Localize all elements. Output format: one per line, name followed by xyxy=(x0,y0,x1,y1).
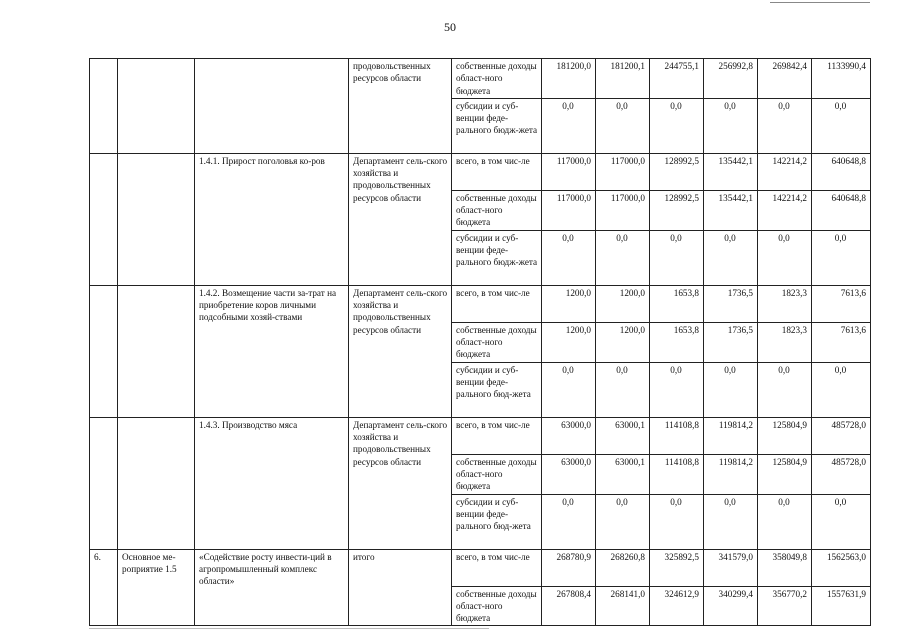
value-cell: 1562563,0 xyxy=(812,549,871,586)
value-cell: 114108,8 xyxy=(650,417,704,454)
activity-name-cell: 1.4.1. Прирост поголовья ко-ров xyxy=(195,153,349,285)
value-cell: 1736,5 xyxy=(704,285,758,322)
value-cell: 63000,1 xyxy=(596,454,650,494)
value-cell: 0,0 xyxy=(542,362,596,417)
value-cell: 0,0 xyxy=(758,362,812,417)
value-cell: 0,0 xyxy=(704,98,758,153)
activity-name-cell: 1.4.2. Возмещение части за-трат на приобретение коров личными подсобными хозяй-ствами xyxy=(195,285,349,417)
executor-cell: Департамент сель-ского хозяйства и продовольственных ресурсов области xyxy=(349,417,452,549)
value-cell: 340299,4 xyxy=(704,586,758,626)
activity-name-cell: 1.4.3. Производство мяса xyxy=(195,417,349,549)
funding-source-cell: субсидии и суб-венции феде-рального бюд-жета xyxy=(452,362,542,417)
value-cell: 181200,0 xyxy=(542,59,596,99)
value-cell: 1823,3 xyxy=(758,285,812,322)
value-cell: 267808,4 xyxy=(542,586,596,626)
page-number: 50 xyxy=(444,20,456,34)
value-cell: 0,0 xyxy=(650,98,704,153)
value-cell: 117000,0 xyxy=(542,190,596,230)
activity-kind-cell: Основное ме-роприятие 1.5 xyxy=(118,549,195,626)
value-cell: 117000,0 xyxy=(596,153,650,190)
table-row xyxy=(90,153,871,190)
value-cell: 114108,8 xyxy=(650,454,704,494)
value-cell: 0,0 xyxy=(812,230,871,285)
value-cell: 0,0 xyxy=(542,230,596,285)
value-cell: 640648,8 xyxy=(812,190,871,230)
executor-cell: итого xyxy=(349,549,452,626)
activity-kind-cell xyxy=(118,153,195,285)
funding-source-cell: собственные доходы област-ного бюджета xyxy=(452,586,542,626)
value-cell: 125804,9 xyxy=(758,417,812,454)
value-cell: 268141,0 xyxy=(596,586,650,626)
value-cell: 1653,8 xyxy=(650,285,704,322)
funding-source-cell: всего, в том чис-ле xyxy=(452,417,542,454)
value-cell: 0,0 xyxy=(758,230,812,285)
value-cell: 7613,6 xyxy=(812,285,871,322)
executor-cell: Департамент сель-ского хозяйства и продовольственных ресурсов области xyxy=(349,285,452,417)
value-cell: 268780,9 xyxy=(542,549,596,586)
value-cell: 128992,5 xyxy=(650,153,704,190)
value-cell: 0,0 xyxy=(542,98,596,153)
value-cell: 135442,1 xyxy=(704,190,758,230)
value-cell: 0,0 xyxy=(812,494,871,549)
value-cell: 1200,0 xyxy=(596,322,650,362)
row-number-cell xyxy=(90,59,118,154)
value-cell: 63000,1 xyxy=(596,417,650,454)
activity-kind-cell xyxy=(118,417,195,549)
table-row xyxy=(90,59,871,99)
value-cell: 1736,5 xyxy=(704,322,758,362)
value-cell: 1823,3 xyxy=(758,322,812,362)
value-cell: 1200,0 xyxy=(596,285,650,322)
value-cell: 0,0 xyxy=(812,362,871,417)
budget-table xyxy=(89,58,871,626)
funding-source-cell: субсидии и суб-венции феде-рального бюдж-жета xyxy=(452,98,542,153)
table-row xyxy=(90,285,871,322)
value-cell: 244755,1 xyxy=(650,59,704,99)
value-cell: 358049,8 xyxy=(758,549,812,586)
row-number-cell xyxy=(90,153,118,285)
funding-source-cell: субсидии и суб-венции феде-рального бюдж-жета xyxy=(452,230,542,285)
funding-source-cell: собственные доходы област-ного бюджета xyxy=(452,454,542,494)
value-cell: 1133990,4 xyxy=(812,59,871,99)
funding-source-cell: всего, в том чис-ле xyxy=(452,285,542,322)
value-cell: 7613,6 xyxy=(812,322,871,362)
value-cell: 142214,2 xyxy=(758,190,812,230)
value-cell: 0,0 xyxy=(596,98,650,153)
value-cell: 117000,0 xyxy=(596,190,650,230)
value-cell: 117000,0 xyxy=(542,153,596,190)
value-cell: 640648,8 xyxy=(812,153,871,190)
value-cell: 119814,2 xyxy=(704,417,758,454)
value-cell: 0,0 xyxy=(542,494,596,549)
value-cell: 128992,5 xyxy=(650,190,704,230)
funding-source-cell: собственные доходы област-ного бюджета xyxy=(452,59,542,99)
executor-cell: Департамент сель-ского хозяйства и продовольственных ресурсов области xyxy=(349,153,452,285)
funding-source-cell: всего, в том чис-ле xyxy=(452,549,542,586)
value-cell: 269842,4 xyxy=(758,59,812,99)
activity-kind-cell xyxy=(118,285,195,417)
funding-source-cell: всего, в том чис-ле xyxy=(452,153,542,190)
row-number-cell xyxy=(90,285,118,417)
funding-source-cell: собственные доходы област-ного бюджета xyxy=(452,190,542,230)
activity-kind-cell xyxy=(118,59,195,154)
value-cell: 0,0 xyxy=(596,494,650,549)
value-cell: 1200,0 xyxy=(542,322,596,362)
funding-source-cell: субсидии и суб-венции феде-рального бюд-жета xyxy=(452,494,542,549)
value-cell: 268260,8 xyxy=(596,549,650,586)
value-cell: 341579,0 xyxy=(704,549,758,586)
value-cell: 325892,5 xyxy=(650,549,704,586)
value-cell: 63000,0 xyxy=(542,417,596,454)
executor-cell: продовольственных ресурсов области xyxy=(349,59,452,154)
activity-name-cell xyxy=(195,59,349,154)
value-cell: 0,0 xyxy=(704,230,758,285)
value-cell: 119814,2 xyxy=(704,454,758,494)
value-cell: 0,0 xyxy=(758,494,812,549)
value-cell: 181200,1 xyxy=(596,59,650,99)
row-number-cell xyxy=(90,417,118,549)
value-cell: 63000,0 xyxy=(542,454,596,494)
value-cell: 1200,0 xyxy=(542,285,596,322)
value-cell: 135442,1 xyxy=(704,153,758,190)
bottom-scan-mark xyxy=(89,628,489,629)
row-number-cell: 6. xyxy=(90,549,118,626)
value-cell: 0,0 xyxy=(704,362,758,417)
value-cell: 0,0 xyxy=(704,494,758,549)
value-cell: 0,0 xyxy=(650,230,704,285)
top-right-rule xyxy=(770,2,870,3)
value-cell: 324612,9 xyxy=(650,586,704,626)
value-cell: 0,0 xyxy=(758,98,812,153)
table-row xyxy=(90,417,871,454)
value-cell: 125804,9 xyxy=(758,454,812,494)
value-cell: 0,0 xyxy=(812,98,871,153)
table-row xyxy=(90,549,871,586)
value-cell: 256992,8 xyxy=(704,59,758,99)
activity-name-cell: «Содействие росту инвести-ций в агропромышленный комплекс области» xyxy=(195,549,349,626)
value-cell: 0,0 xyxy=(650,362,704,417)
value-cell: 485728,0 xyxy=(812,417,871,454)
value-cell: 142214,2 xyxy=(758,153,812,190)
value-cell: 1557631,9 xyxy=(812,586,871,626)
value-cell: 1653,8 xyxy=(650,322,704,362)
value-cell: 356770,2 xyxy=(758,586,812,626)
value-cell: 0,0 xyxy=(650,494,704,549)
value-cell: 485728,0 xyxy=(812,454,871,494)
value-cell: 0,0 xyxy=(596,362,650,417)
value-cell: 0,0 xyxy=(596,230,650,285)
funding-source-cell: собственные доходы област-ного бюджета xyxy=(452,322,542,362)
